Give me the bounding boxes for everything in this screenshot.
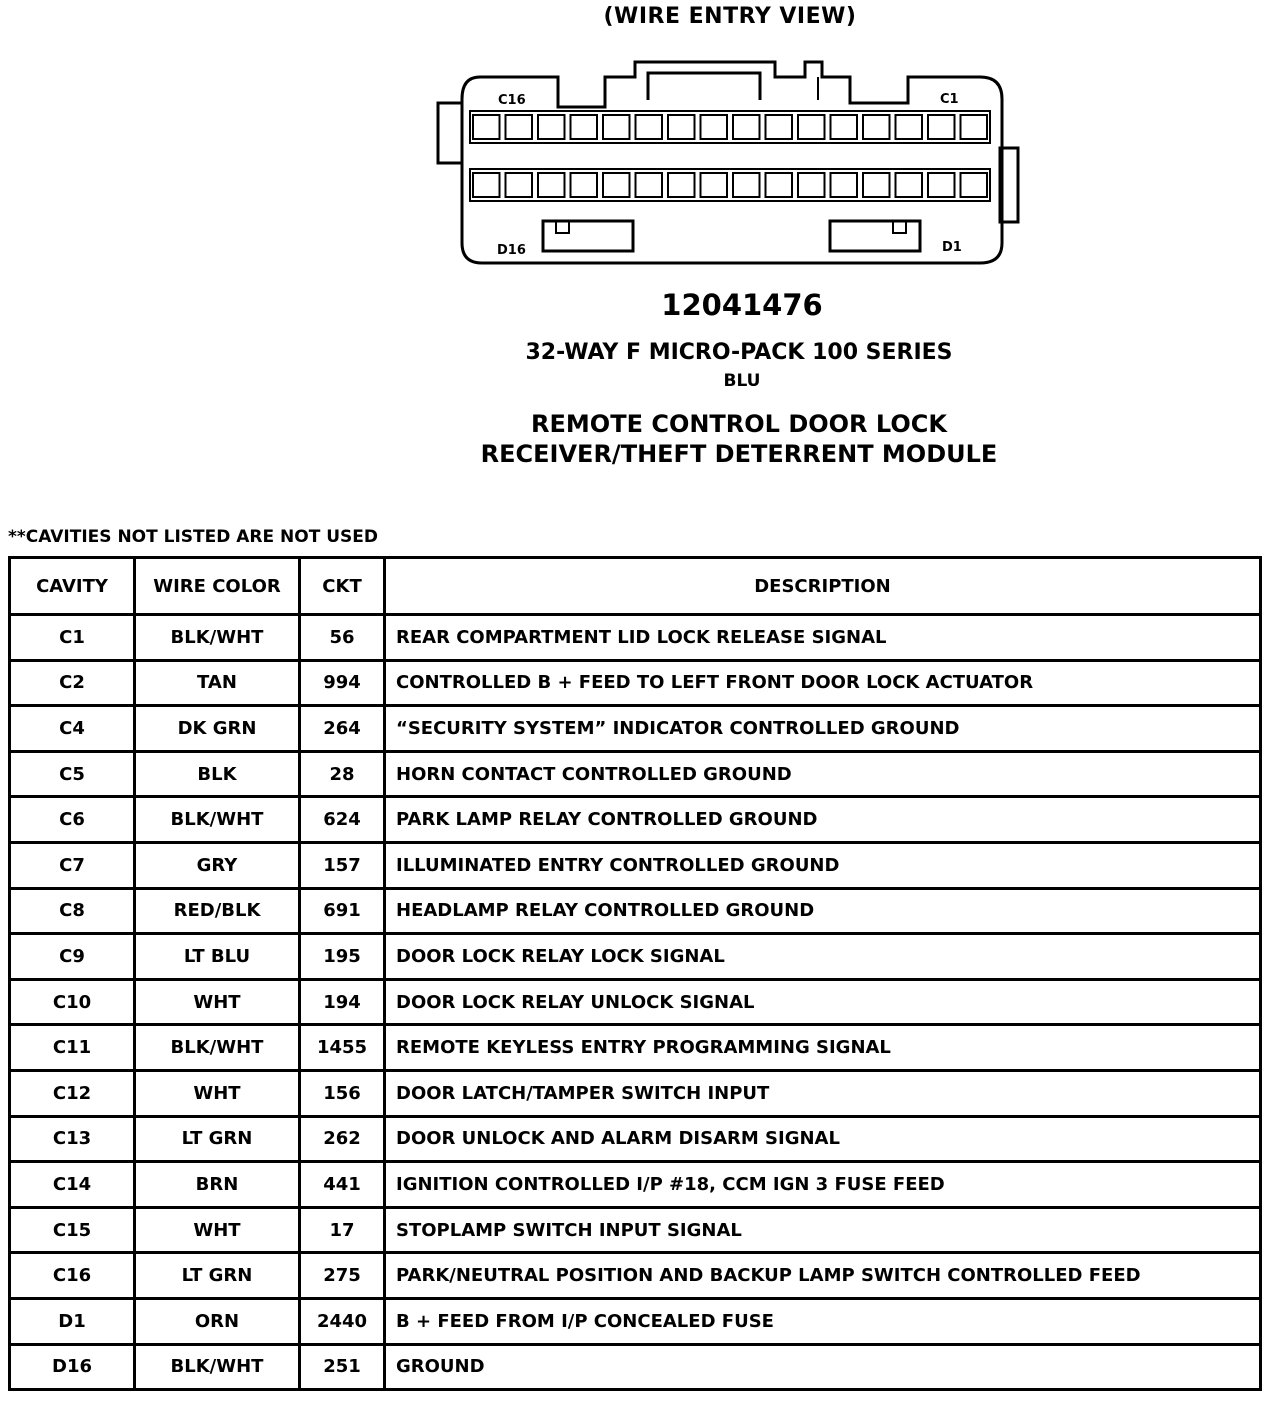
table-row	[11, 935, 1259, 981]
cell-description: PARK LAMP RELAY CONTROLLED GROUND	[386, 798, 1259, 844]
table-row	[11, 1346, 1259, 1389]
cell-description: ILLUMINATED ENTRY CONTROLLED GROUND	[386, 844, 1259, 890]
d-cavity	[603, 173, 630, 197]
cell-wire-color: LT GRN	[136, 1118, 301, 1164]
cell-wire-color: WHT	[136, 1209, 301, 1255]
cell-cavity: C6	[11, 798, 136, 844]
table-row	[11, 707, 1259, 753]
c-cavity	[571, 115, 598, 139]
cell-description: “SECURITY SYSTEM” INDICATOR CONTROLLED GROUND	[386, 707, 1259, 753]
d-cavity	[636, 173, 663, 197]
cell-cavity: C12	[11, 1072, 136, 1118]
left-latch-tab	[438, 103, 462, 163]
c-cavity	[668, 115, 695, 139]
cell-cavity: D1	[11, 1300, 136, 1346]
bottom-left-key-tab	[556, 221, 569, 233]
cell-cavity: C5	[11, 753, 136, 799]
cell-description: GROUND	[396, 1356, 485, 1378]
c-cavity	[603, 115, 630, 139]
cell-description: HORN CONTACT CONTROLLED GROUND	[386, 753, 1259, 799]
d-cavity	[798, 173, 825, 197]
cell-cavity: C2	[11, 662, 136, 708]
part-number: 12041476	[661, 288, 823, 322]
cell-ckt: 624	[301, 798, 386, 844]
cell-cavity: C15	[11, 1209, 136, 1255]
cell-ckt: 56	[301, 616, 386, 662]
cell-description: HEADLAMP RELAY CONTROLLED GROUND	[386, 890, 1259, 936]
cell-cavity: C1	[11, 616, 136, 662]
cell-ckt: 2440	[301, 1300, 386, 1346]
cell-description: REMOTE KEYLESS ENTRY PROGRAMMING SIGNAL	[386, 1026, 1259, 1072]
table-header-row	[11, 559, 1259, 616]
d-cavity	[668, 173, 695, 197]
cell-cavity: C8	[11, 890, 136, 936]
cavity-row-d	[470, 169, 990, 201]
connector-face-diagram	[430, 55, 1030, 270]
cell-description: REAR COMPARTMENT LID LOCK RELEASE SIGNAL	[386, 616, 1259, 662]
cell-description: PARK/NEUTRAL POSITION AND BACKUP LAMP SWITCH CONTROLLED FEED	[386, 1254, 1259, 1300]
d-cavity	[961, 173, 988, 197]
c-cavity	[701, 115, 728, 139]
header-ckt: CKT	[301, 559, 386, 616]
cell-wire-color: TAN	[136, 662, 301, 708]
d-cavity	[538, 173, 565, 197]
cell-wire-color: BLK/WHT	[136, 1026, 301, 1072]
cavity-row-c	[470, 111, 990, 143]
table-row	[11, 1209, 1259, 1255]
cell-wire-color: BLK/WHT	[136, 798, 301, 844]
cell-cavity: C16	[11, 1254, 136, 1300]
module-name-line1: REMOTE CONTROL DOOR LOCK	[531, 410, 947, 438]
cell-cavity: C4	[11, 707, 136, 753]
table-row	[11, 1300, 1259, 1346]
cell-wire-color: LT BLU	[136, 935, 301, 981]
cell-ckt: 251	[301, 1346, 386, 1389]
cell-ckt: 28	[301, 753, 386, 799]
unused-cavities-note: **CAVITIES NOT LISTED ARE NOT USED	[8, 527, 379, 547]
table-row	[11, 616, 1259, 662]
cell-ckt: 157	[301, 844, 386, 890]
table-row	[11, 981, 1259, 1027]
header-cavity: CAVITY	[11, 559, 136, 616]
table-row	[11, 890, 1259, 936]
cell-cavity: C10	[11, 981, 136, 1027]
cell-description: STOPLAMP SWITCH INPUT SIGNAL	[386, 1209, 1259, 1255]
cell-ckt: 264	[301, 707, 386, 753]
top-key-notch	[648, 73, 760, 100]
bottom-right-key-tab	[893, 221, 906, 233]
d-cavity	[831, 173, 858, 197]
c-cavity	[831, 115, 858, 139]
table-row	[11, 1026, 1259, 1072]
label-c1: C1	[940, 92, 959, 107]
cell-description: CONTROLLED B + FEED TO LEFT FRONT DOOR LOCK ACTUATOR	[386, 662, 1259, 708]
c-cavity	[506, 115, 533, 139]
cell-ckt: 994	[301, 662, 386, 708]
cell-description: IGNITION CONTROLLED I/P #18, CCM IGN 3 FUSE FEED	[386, 1163, 1259, 1209]
cell-ckt: 156	[301, 1072, 386, 1118]
connector-type: 32-WAY F MICRO-PACK 100 SERIES	[525, 340, 953, 365]
cell-ckt: 441	[301, 1163, 386, 1209]
cell-wire-color: BRN	[136, 1163, 301, 1209]
d-cavity	[571, 173, 598, 197]
cell-wire-color: LT GRN	[136, 1254, 301, 1300]
d-cavity	[928, 173, 955, 197]
table-row	[11, 1118, 1259, 1164]
cell-description: DOOR UNLOCK AND ALARM DISARM SIGNAL	[386, 1118, 1259, 1164]
c-cavity	[961, 115, 988, 139]
cell-ckt: 691	[301, 890, 386, 936]
cell-cavity: D16	[11, 1346, 136, 1389]
c-cavity	[928, 115, 955, 139]
cell-wire-color: GRY	[136, 844, 301, 890]
cell-wire-color: ORN	[136, 1300, 301, 1346]
view-title: (WIRE ENTRY VIEW)	[603, 4, 857, 29]
d-cavity	[766, 173, 793, 197]
c-cavity	[538, 115, 565, 139]
c-cavity	[896, 115, 923, 139]
d-cavity	[506, 173, 533, 197]
cell-description: DOOR LOCK RELAY LOCK SIGNAL	[386, 935, 1259, 981]
cell-cavity: C14	[11, 1163, 136, 1209]
cell-description: DOOR LATCH/TAMPER SWITCH INPUT	[386, 1072, 1259, 1118]
module-name-line2: RECEIVER/THEFT DETERRENT MODULE	[480, 440, 998, 468]
cell-cavity: C9	[11, 935, 136, 981]
cell-wire-color: WHT	[136, 1072, 301, 1118]
table-row	[11, 1163, 1259, 1209]
header-description: DESCRIPTION	[386, 559, 1259, 616]
c-cavity	[863, 115, 890, 139]
label-d1: D1	[942, 240, 962, 255]
table-row	[11, 844, 1259, 890]
cell-ckt: 194	[301, 981, 386, 1027]
cell-wire-color: DK GRN	[136, 707, 301, 753]
cell-ckt: 195	[301, 935, 386, 981]
table-row	[11, 662, 1259, 708]
cell-description: B + FEED FROM I/P CONCEALED FUSE	[386, 1300, 1259, 1346]
d-cavity	[733, 173, 760, 197]
cell-ckt: 1455	[301, 1026, 386, 1072]
c-cavity	[766, 115, 793, 139]
cell-ckt: 17	[301, 1209, 386, 1255]
c-cavity	[473, 115, 500, 139]
d-cavity	[701, 173, 728, 197]
table-row	[11, 798, 1259, 844]
cell-ckt: 275	[301, 1254, 386, 1300]
cell-cavity: C13	[11, 1118, 136, 1164]
table-row	[11, 753, 1259, 799]
cell-cavity: C7	[11, 844, 136, 890]
cell-cavity: C11	[11, 1026, 136, 1072]
cell-wire-color: RED/BLK	[136, 890, 301, 936]
pinout-rows	[11, 616, 1259, 1388]
d-cavity	[863, 173, 890, 197]
d-cavity	[896, 173, 923, 197]
pinout-table	[8, 556, 1262, 1391]
header-wire-color: WIRE COLOR	[136, 559, 301, 616]
table-row	[11, 1072, 1259, 1118]
cell-description: DOOR LOCK RELAY UNLOCK SIGNAL	[386, 981, 1259, 1027]
c-cavity	[798, 115, 825, 139]
cell-wire-color: BLK/WHT	[136, 616, 301, 662]
cell-ckt: 262	[301, 1118, 386, 1164]
c-cavity	[733, 115, 760, 139]
d-cavity	[473, 173, 500, 197]
table-row	[11, 1254, 1259, 1300]
c-cavity	[636, 115, 663, 139]
connector-color: BLU	[723, 371, 761, 391]
cell-wire-color: WHT	[136, 981, 301, 1027]
label-d16: D16	[497, 243, 526, 258]
cell-wire-color: BLK/WHT	[136, 1346, 301, 1389]
cell-wire-color: BLK	[136, 753, 301, 799]
label-c16: C16	[498, 93, 526, 108]
